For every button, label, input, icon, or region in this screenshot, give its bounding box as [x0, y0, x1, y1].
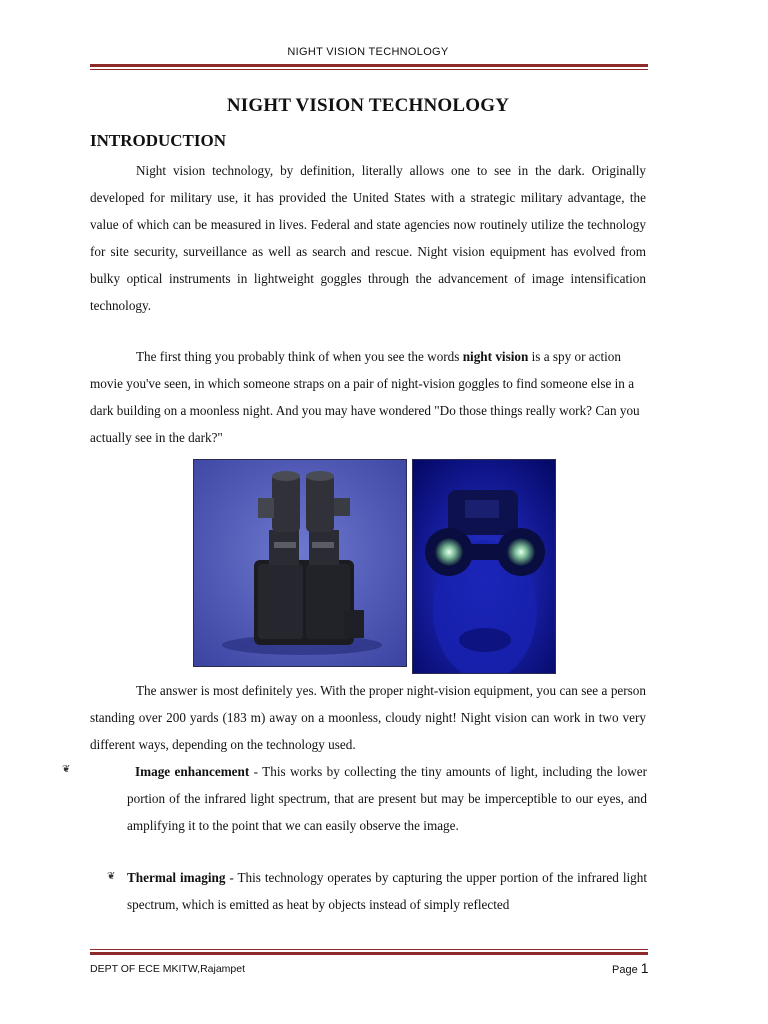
intro-paragraph-text: Night vision technology, by definition, literally allows one to see in the dark. Originally developed for military use, it has provided the United States with a strategic military advantage, the value of which can be measured in lives. Federal and state agencies now routinely utilize the technology for site security, surveillance as well as search and rescue. Night vision equipment has evolved from bulky optical instruments in lightweight goggles through the advancement of image intensification technology. — [90, 163, 646, 313]
bullet2-text: - This technology operates by capturing the upper portion of the infrared light spectrum, which is emitted as heat by objects instead of simply reflected — [127, 870, 647, 912]
goggles-photo-illustration — [194, 460, 406, 666]
feather-bullet-icon: ❦ — [62, 764, 71, 775]
section-heading: INTRODUCTION — [90, 131, 227, 150]
bullet1-term: Image enhancement — [135, 764, 250, 779]
p2-bold: night vision — [462, 349, 529, 364]
bullet-thermal-imaging — [127, 864, 647, 918]
footer-rule-thin — [90, 949, 648, 950]
third-paragraph — [90, 677, 646, 758]
p2-after: is a spy or action movie you've seen, in which someone straps on a pair of night-vision goggles to find someone else in a dark building on a moonless night. And you may have wondered "Do those things really work? Can you actually see in the dark?" — [90, 349, 640, 445]
bullet-image-enhancement — [127, 758, 647, 839]
intro-paragraph — [90, 157, 646, 319]
p2-before: The first thing you probably think of when you see the words — [136, 349, 463, 364]
footer-page-number — [612, 960, 649, 976]
bullet1-text: - This works by collecting the tiny amounts of light, including the lower portion of the infrared light spectrum, that are present but may be imperceptible to our eyes, and amplifying it to the point that we can easily observe the image. — [127, 764, 647, 833]
header-rule-thick — [90, 64, 648, 67]
header-rule-thin — [90, 69, 648, 70]
face-goggles-illustration — [413, 460, 555, 673]
face-goggles-photo — [412, 459, 556, 674]
bullet2-term: Thermal imaging — [127, 870, 226, 885]
footer-rule-thick — [90, 952, 648, 955]
page-label: Page — [612, 964, 638, 976]
second-paragraph — [90, 343, 646, 451]
footer-department: DEPT OF ECE MKITW,Rajampet — [90, 963, 246, 975]
running-header: NIGHT VISION TECHNOLOGY — [287, 46, 449, 58]
feather-bullet-icon: ❦ — [107, 871, 116, 882]
page-title: NIGHT VISION TECHNOLOGY — [226, 95, 510, 116]
page-number: 1 — [640, 960, 649, 976]
third-paragraph-text: The answer is most definitely yes. With the proper night-vision equipment, you can see a person standing over 200 yards (183 m) away on a moonless, cloudy night! Night vision can work in two very different ways, depending on the technology used. — [90, 683, 646, 752]
goggles-photo — [193, 459, 407, 667]
